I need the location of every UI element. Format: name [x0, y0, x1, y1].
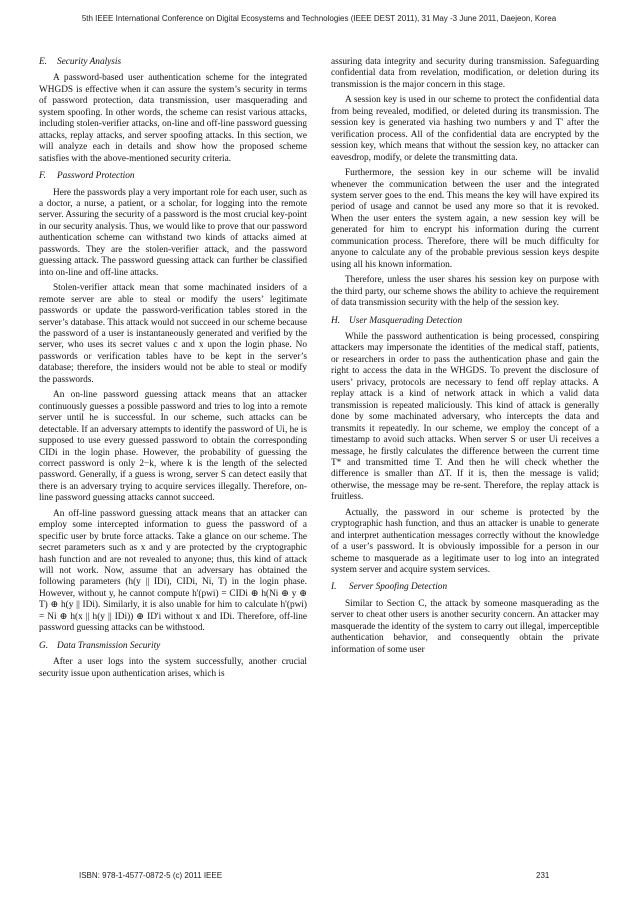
paragraph: After a user logs into the system successfully, another crucial security issue upon authentication arises, which is	[39, 657, 307, 679]
left-column	[39, 57, 307, 684]
paragraph: Furthermore, the session key in our scheme will be invalid whenever the communication between the user and the integrated system server goes to the end. This means the key will have expired its period of usage and cannot be used any more so that it is revoked. When the user enters the system again, a new session key will be generated for him to encrypt his information during the current communication process. Therefore, there will be much difficulty for anyone to calculate any of the probable previous session keys despite using all his known information.	[331, 168, 599, 270]
section-number: G.	[39, 640, 49, 651]
section-title: Server Spoofing Detection	[349, 582, 448, 593]
paragraph: Therefore, unless the user shares his session key on purpose with the third party, our scheme shows the ability to achieve the requirement of data transmission security with the help of the session key.	[331, 275, 599, 309]
right-column	[331, 57, 599, 660]
section-heading-password-protection	[39, 171, 307, 182]
section-heading-server-spoofing-detection	[331, 582, 599, 593]
paragraph: Stolen-verifier attack mean that some machinated insiders of a remote server are able to steal or modify the users’ legitimate passwords or update the password-verification tables stored in the server’s database. This attack would not succeed in our scheme because the password of a user is instantaneously generated and verified by the server, who uses its secret values c and x upon the login phase. No passwords or verification tables have to be kept in the server’s database; therefore, the insiders would not be able to steal or modify the passwords.	[39, 283, 307, 385]
paragraph: While the password authentication is being processed, conspiring attackers may impersonate the identities of the medical staff, patients, or researchers in order to pass the authentication phase and gain the right to access the data in the WHGDS. To prevent the disclosure of users’ privacy, protocols are necessary to fend off replay attacks. A replay attack is a kind of network attack in which a valid data transmission is repeated maliciously. This kind of attack is generally done by some machinated adversary, who intercepts the data and transmits it repeatedly. In our scheme, we employ the concept of a timestamp to avoid such attacks. When server S or user Ui receives a message, he firstly calculates the difference between the current time T* and transmitted time T. And then he will check whether the difference is smaller than ΔT. If it is, then the message is valid; otherwise, the message may be re-sent. Therefore, the replay attack is fruitless.	[331, 331, 599, 503]
section-number: E.	[39, 57, 48, 67]
footer-page-number: 231	[536, 871, 550, 880]
section-number: H.	[331, 315, 341, 326]
section-heading-security-analysis	[39, 57, 307, 68]
paragraph: A password-based user authentication scheme for the integrated WHGDS is effective when it can assure the system’s security in terms of password protection, data transmission, user masquerading and system spoofing. In other words, the scheme can resist various attacks, including stolen-verifier attacks, on-line and off-line password guessing attacks, replay attacks, and server spoofing attacks. In this section, we will analyze each in details and show how the proposed scheme satisfies with the above-mentioned security criteria.	[39, 73, 307, 164]
paragraph: An off-line password guessing attack means that an attacker can employ some intercepted information to guess the password of a specific user by brute force attacks. Take a glance on our scheme. The secret parameters such as x and y are protected by the cryptographic hash function and are not revealed to anyone; thus, this kind of attack will not work. Now, assume that an adversary has obtained the following parameters (h(y || IDi), CIDi, Ni, T) in the login phase. However, without y, he cannot compute h'(pwi) = CIDi ⊕ h(Ni ⊕ y ⊕ T) ⊕ h(y || IDi). Similarly, it is also unable for him to calculate h'(pwi) = Ni ⊕ h(x || h(y || IDi)) ⊕ ID'i without x and IDi. Therefore, off-line password guessing attacks can be withstood.	[39, 508, 307, 634]
footer-isbn: ISBN: 978-1-4577-0872-5 (c) 2011 IEEE	[79, 871, 223, 880]
paragraph: An on-line password guessing attack means that an attacker continuously guesses a possible password and tries to log into a remote server until he is successful. In our scheme, such attacks can be detectable. If an adversary attempts to identify the password of Ui, he is supposed to use every guessed password to obtain the corresponding CIDi in the login phase. However, the probability of guessing the correct password is only 2−k, where k is the length of the selected password. Generally, if a guess is wrong, server S can detect easily that there is an adversary trying to acquire services illegally. Therefore, on-line password guessing attacks cannot succeed.	[39, 390, 307, 504]
section-title: Data Transmission Security	[57, 640, 161, 651]
paragraph: Here the passwords play a very important role for each user, such as a doctor, a nurse, a patient, or a scholar, for logging into the remote server. Assuring the security of a password is the most crucial key-point in our security analysis. Thus, we would like to prove that our password authentication scheme can withstand two kinds of attacks aimed at passwords. They are the stolen-verifier attack, and the password guessing attack. The password guessing attack can further be classified into on-line and off-line attacks.	[39, 187, 307, 278]
section-heading-data-transmission-security	[39, 641, 307, 652]
section-title: Password Protection	[57, 171, 135, 182]
paragraph: Similar to Section C, the attack by someone masquerading as the server to cheat other users is another security concern. An attacker may masquerade the identity of the system to carry out illegal, imperceptible authentication behavior, and consequently obtain the private information of some user	[331, 598, 599, 655]
paragraph-continued: assuring data integrity and security during transmission. Safeguarding confidential data from revelation, modification, or deletion during its transmission is the major concern in this stage.	[331, 57, 599, 90]
section-heading-user-masquerading-detection	[331, 316, 599, 327]
section-number: F.	[39, 171, 46, 182]
paragraph: Actually, the password in our scheme is protected by the cryptographic hash function, and thus an attacker is unable to generate and interpret authentication messages correctly without the knowledge of a user’s password. It is obviously impossible for a person in our scheme to masquerade as a legitimate user to log into an integrated system server and acquire system services.	[331, 507, 599, 576]
paragraph: A session key is used in our scheme to protect the confidential data from being revealed, modified, or deleted during its transmission. The session key is generated via hashing two numbers y and T' after the verification process. All of the confidential data are encrypted by the session key, which means that without the session key, no attacker can eavesdrop, modify, or delete the transmitting data.	[331, 95, 599, 163]
running-header: 5th IEEE International Conference on Digital Ecosystems and Technologies (IEEE DEST 2011), 31 May -3 June 2011, Daejeon, Korea	[81, 14, 557, 23]
section-title: User Masquerading Detection	[349, 315, 463, 326]
section-title: Security Analysis	[57, 57, 122, 67]
section-number: I.	[331, 582, 337, 593]
